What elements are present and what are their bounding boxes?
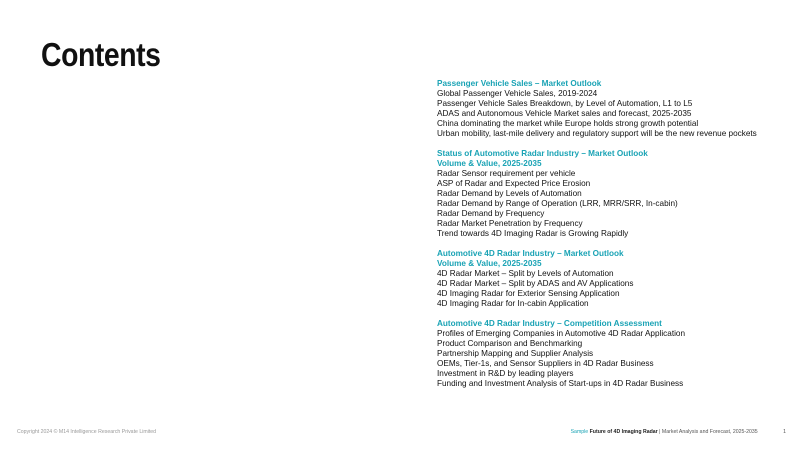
toc-section — [437, 79, 767, 139]
footer-sample-label: Sample — [570, 429, 589, 435]
toc-item: Product Comparison and Benchmarking — [437, 339, 583, 348]
toc-item: 4D Radar Market – Split by Levels of Automation — [437, 269, 614, 278]
toc-item: Radar Demand by Frequency — [437, 209, 545, 218]
toc-item: Funding and Investment Analysis of Start-ups in 4D Radar Business — [437, 379, 684, 388]
footer-copyright: Copyright 2024 © M14 Intelligence Research Private Limited — [17, 429, 157, 435]
section-subheading: Volume & Value, 2025-2035 — [437, 259, 542, 268]
toc-item: Passenger Vehicle Sales Breakdown, by Level of Automation, L1 to L5 — [437, 99, 693, 108]
toc-item: ASP of Radar and Expected Price Erosion — [437, 179, 591, 188]
footer-report-subtitle: | Market Analysis and Forecast, 2025-2035 — [659, 429, 758, 435]
page-title: Contents — [41, 36, 161, 73]
toc-item: 4D Radar Market – Split by ADAS and AV Applications — [437, 279, 634, 288]
toc-item: Radar Demand by Range of Operation (LRR, MRR/SRR, In-cabin) — [437, 199, 678, 208]
footer-report-title: Future of 4D Imaging Radar — [589, 429, 658, 435]
toc-item: Radar Demand by Levels of Automation — [437, 189, 582, 198]
toc-section — [437, 319, 767, 389]
toc-item: Profiles of Emerging Companies in Automotive 4D Radar Application — [437, 329, 686, 338]
toc-item: Partnership Mapping and Supplier Analysis — [437, 349, 594, 358]
toc-item: Radar Market Penetration by Frequency — [437, 219, 583, 228]
toc-item: OEMs, Tier-1s, and Sensor Suppliers in 4D Radar Business — [437, 359, 654, 368]
section-heading: Status of Automotive Radar Industry – Market Outlook — [437, 149, 648, 158]
toc-item: Trend towards 4D Imaging Radar is Growing Rapidly — [437, 229, 629, 238]
toc-section — [437, 249, 767, 309]
table-of-contents — [437, 79, 767, 399]
toc-item: ADAS and Autonomous Vehicle Market sales and forecast, 2025-2035 — [437, 109, 692, 118]
section-subheading: Volume & Value, 2025-2035 — [437, 159, 542, 168]
toc-item: Investment in R&D by leading players — [437, 369, 574, 378]
toc-item: 4D Imaging Radar for In-cabin Application — [437, 299, 589, 308]
section-heading: Automotive 4D Radar Industry – Market Outlook — [437, 249, 624, 258]
section-heading: Automotive 4D Radar Industry – Competition Assessment — [437, 319, 662, 328]
toc-item: Urban mobility, last-mile delivery and regulatory support will be the new revenue pockets — [437, 129, 757, 138]
toc-item: China dominating the market while Europe holds strong growth potential — [437, 119, 699, 128]
page-number: 1 — [783, 429, 786, 435]
footer-report-info — [571, 429, 786, 435]
section-heading: Passenger Vehicle Sales – Market Outlook — [437, 79, 602, 88]
toc-item: 4D Imaging Radar for Exterior Sensing Application — [437, 289, 620, 298]
toc-item: Global Passenger Vehicle Sales, 2019-2024 — [437, 89, 598, 98]
toc-item: Radar Sensor requirement per vehicle — [437, 169, 576, 178]
toc-section — [437, 149, 767, 239]
